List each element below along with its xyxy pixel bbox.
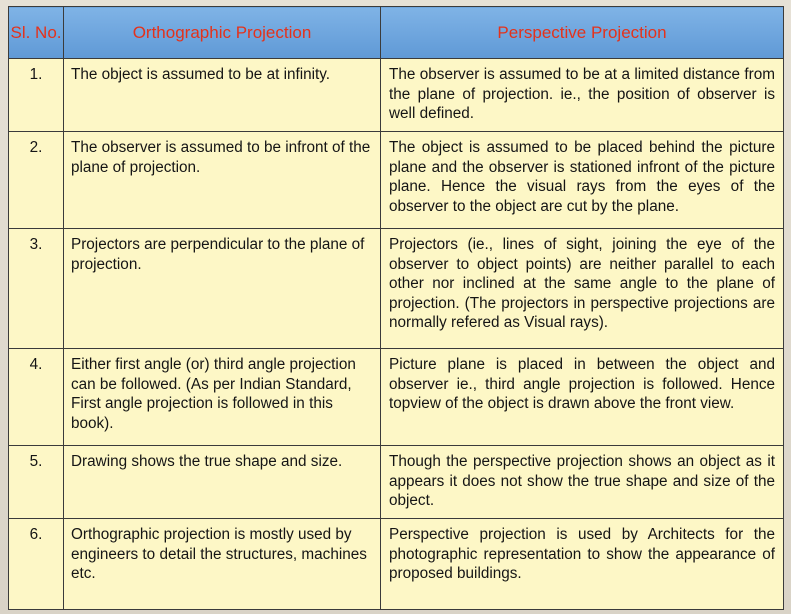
table-row bbox=[9, 519, 784, 610]
perspective-cell: Though the perspective projection shows an object as it appears it does not show the true shape and size of the object. bbox=[381, 446, 784, 519]
table-row bbox=[9, 229, 784, 349]
orthographic-cell: Drawing shows the true shape and size. bbox=[64, 446, 381, 519]
perspective-cell: Picture plane is placed in between the object and observer ie., third angle projection is followed. Hence topview of the object is drawn above the front view. bbox=[381, 349, 784, 446]
perspective-cell: The observer is assumed to be at a limited distance from the plane of projection. ie., the position of observer is well defined. bbox=[381, 59, 784, 132]
header-perspective bbox=[381, 7, 784, 59]
row-number: 2. bbox=[9, 132, 64, 229]
row-number: 5. bbox=[9, 446, 64, 519]
comparison-table bbox=[8, 6, 784, 610]
table-row bbox=[9, 349, 784, 446]
perspective-cell: Projectors (ie., lines of sight, joining the eye of the observer to object points) are neither parallel to each other nor inclined at the same angle to the plane of projection. (The projectors in perspective projections are normally refered as Visual rays). bbox=[381, 229, 784, 349]
header-sl-no-label: Sl. No. bbox=[10, 22, 62, 42]
row-number: 6. bbox=[9, 519, 64, 610]
header-orthographic bbox=[64, 7, 381, 59]
orthographic-cell: Orthographic projection is mostly used by engineers to detail the structures, machines etc. bbox=[64, 519, 381, 610]
header-perspective-label: Perspective Projection bbox=[497, 22, 667, 42]
orthographic-cell: Projectors are perpendicular to the plane of projection. bbox=[64, 229, 381, 349]
table-row bbox=[9, 59, 784, 132]
orthographic-cell: The object is assumed to be at infinity. bbox=[64, 59, 381, 132]
header-row bbox=[9, 7, 784, 59]
orthographic-cell: The observer is assumed to be infront of the plane of projection. bbox=[64, 132, 381, 229]
header-sl-no bbox=[9, 7, 64, 59]
table-row bbox=[9, 446, 784, 519]
row-number: 4. bbox=[9, 349, 64, 446]
row-number: 3. bbox=[9, 229, 64, 349]
header-orthographic-label: Orthographic Projection bbox=[132, 22, 312, 42]
orthographic-cell: Either first angle (or) third angle projection can be followed. (As per Indian Standard, First angle projection is followed in this book). bbox=[64, 349, 381, 446]
table-row bbox=[9, 132, 784, 229]
row-number: 1. bbox=[9, 59, 64, 132]
perspective-cell: The object is assumed to be placed behind the picture plane and the observer is stationed infront of the picture plane. Hence the visual rays from the eyes of the observer to the object are cut by the plane. bbox=[381, 132, 784, 229]
perspective-cell: Perspective projection is used by Architects for the photographic representation to show the appearance of proposed buildings. bbox=[381, 519, 784, 610]
